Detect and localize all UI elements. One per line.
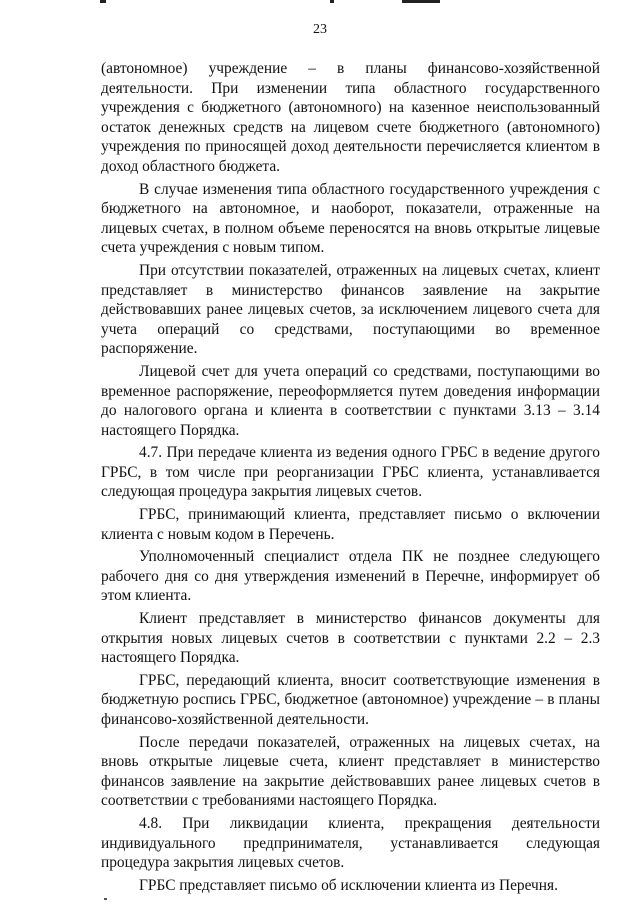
paragraph-receiving-grbs: ГРБС, принимающий клиента, представляет письмо о включении клиента с новым кодом в Перечень. <box>101 506 600 543</box>
paragraph-no-indicators: При отсутствии показателей, отраженных на лицевых счетах, клиент представляет в министерство финансов заявление на закрытие действовавших ранее лицевых счетов, за исключением лицевого счета для учета операций со средствами, поступающими во временное распоряжение. <box>101 261 600 358</box>
scan-speck <box>104 898 107 900</box>
page-number: 23 <box>313 22 327 37</box>
paragraph-after-transfer: После передачи показателей, отраженных на лицевых счетах, на вновь открытые лицевые счета, клиент представляет в министерство финансов заявление на закрытие действовавших ранее лицевых счетов в соответствии с требованиями настоящего Порядка. <box>101 733 600 810</box>
scan-top-edge-artifact <box>100 0 560 3</box>
paragraph-clause-4-7: 4.7. При передаче клиента из ведения одного ГРБС в ведение другого ГРБС, в том числе при реорганизации ГРБС клиента, устанавливается следующая процедура закрытия лицевых счетов. <box>101 444 600 501</box>
paragraph-exclusion-letter: ГРБС представляет письмо об исключении клиента из Перечня. <box>139 876 558 894</box>
paragraph-authorized-specialist: Уполномоченный специалист отдела ПК не позднее следующего рабочего дня со дня утверждения изменений в Перечне, информирует об этом клиента. <box>101 548 600 605</box>
paragraph-clause-4-8: 4.8. При ликвидации клиента, прекращения деятельности индивидуального предпринимателя, устанавливается следующая процедура закрытия лицевых счетов. <box>101 814 600 872</box>
paragraph-type-change: В случае изменения типа областного государственного учреждения с бюджетного на автономное, и наоборот, показатели, отраженные на лицевых счетах, в полном объеме переносятся на вновь открытые лицевые счета учреждения с новым типом. <box>101 180 600 257</box>
paragraph-continuation: (автономное) учреждение – в планы финансово-хозяйственной деятельности. При изменении типа областного государственного учреждения с бюджетного (автономного) на казенное неиспользованный остаток денежных средств на лицевом счете бюджетного (автономного) учреждения по приносящей доход деятельности перечисляется клиентом в доход областного бюджета. <box>101 60 600 175</box>
paragraph-transferring-grbs: ГРБС, передающий клиента, вносит соответствующие изменения в бюджетную роспись ГРБС, бюджетное (автономное) учреждение – в планы финансово-хозяйственной деятельности. <box>101 671 600 728</box>
document-body <box>101 59 600 898</box>
paragraph-temporary-account: Лицевой счет для учета операций со средствами, поступающими во временное распоряжение, переоформляется путем доведения информации до налогового органа и клиента в соответствии с пунктами 3.13 – 3.14 настоящего Порядка. <box>101 362 600 439</box>
paragraph-client-documents: Клиент представляет в министерство финансов документы для открытия новых лицевых счетов в соответствии с пунктами 2.2 – 2.3 настоящего Порядка. <box>101 610 600 667</box>
